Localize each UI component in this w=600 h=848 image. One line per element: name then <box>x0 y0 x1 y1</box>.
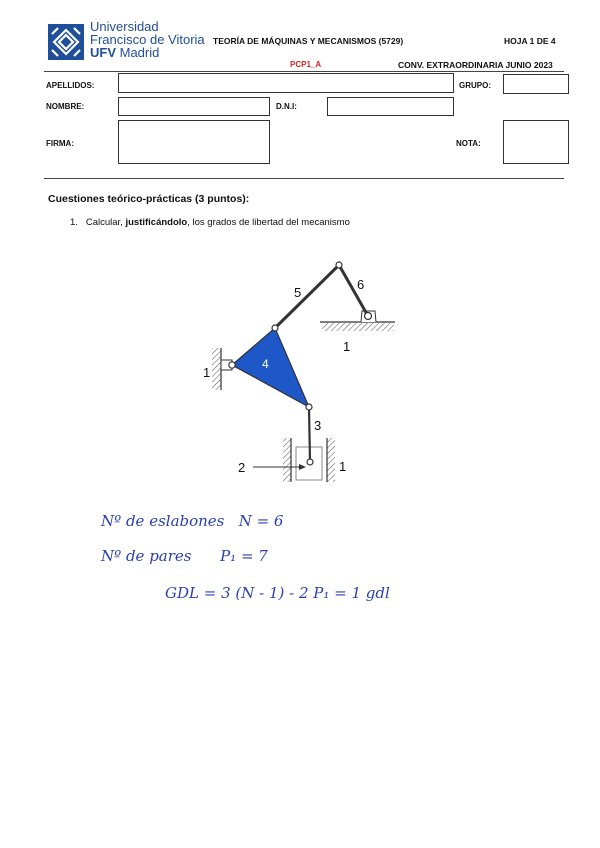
ufv-city: Madrid <box>116 45 160 60</box>
joint-C <box>336 262 342 268</box>
exam-session: CONV. EXTRAORDINARIA JUNIO 2023 <box>398 60 553 70</box>
answer-links-value: N = 6 <box>238 512 284 530</box>
question-number: 1. <box>70 217 78 228</box>
dni-label: D.N.I: <box>276 102 297 111</box>
university-line-2: Francisco de Vitoria <box>90 32 205 47</box>
sheet-number: HOJA 1 DE 4 <box>504 36 556 46</box>
joint-F <box>307 459 313 465</box>
label-link-1-top: 1 <box>343 339 351 354</box>
course-title: TEORÍA DE MÁQUINAS Y MECANISMOS (5729) <box>213 36 404 46</box>
ground-hatch-top <box>322 323 394 331</box>
joint-D <box>365 313 372 320</box>
section-title: Cuestiones teórico-prácticas (3 puntos): <box>48 193 250 205</box>
question-suffix: , los grados de libertad del mecanismo <box>187 217 350 228</box>
answer-links-label: Nº de eslabones <box>101 512 225 530</box>
link-4-triangle <box>232 328 309 407</box>
label-link-4: 4 <box>262 357 269 371</box>
label-link-1-left: 1 <box>203 365 211 380</box>
ufv-abbr: UFV <box>90 45 116 60</box>
joint-E <box>306 404 312 410</box>
label-link-1-bottom: 1 <box>339 459 347 474</box>
ground-hatch-left <box>212 348 221 390</box>
firma-label: FIRMA: <box>46 139 74 148</box>
guide-hatch-right <box>327 438 335 482</box>
guide-hatch-left <box>283 438 291 482</box>
joint-A <box>229 362 235 368</box>
exam-code: PCP1_A <box>290 60 322 69</box>
label-link-5: 5 <box>294 285 302 300</box>
label-link-6: 6 <box>357 277 365 292</box>
question-bold: justificándolo <box>125 217 188 228</box>
answer-line-2 <box>101 547 268 565</box>
answer-pairs-label: Nº de pares <box>101 547 192 565</box>
joint-B <box>272 325 278 331</box>
grupo-label: GRUPO: <box>459 81 491 90</box>
nota-label: NOTA: <box>456 139 481 148</box>
nombre-label: NOMBRE: <box>46 102 85 111</box>
link-5 <box>275 265 339 328</box>
apellidos-label: APELLIDOS: <box>46 81 95 90</box>
answer-line-1 <box>101 512 283 530</box>
university-line-1: Universidad <box>90 19 159 34</box>
answer-line-3: GDL = 3 (N - 1) - 2 P₁ = 1 gdl <box>165 584 390 602</box>
label-link-2: 2 <box>238 460 246 475</box>
answer-pairs-value: P₁ = 7 <box>220 547 268 565</box>
label-link-3: 3 <box>314 418 322 433</box>
question-prefix: Calcular, <box>85 217 123 228</box>
link-3 <box>309 407 310 462</box>
